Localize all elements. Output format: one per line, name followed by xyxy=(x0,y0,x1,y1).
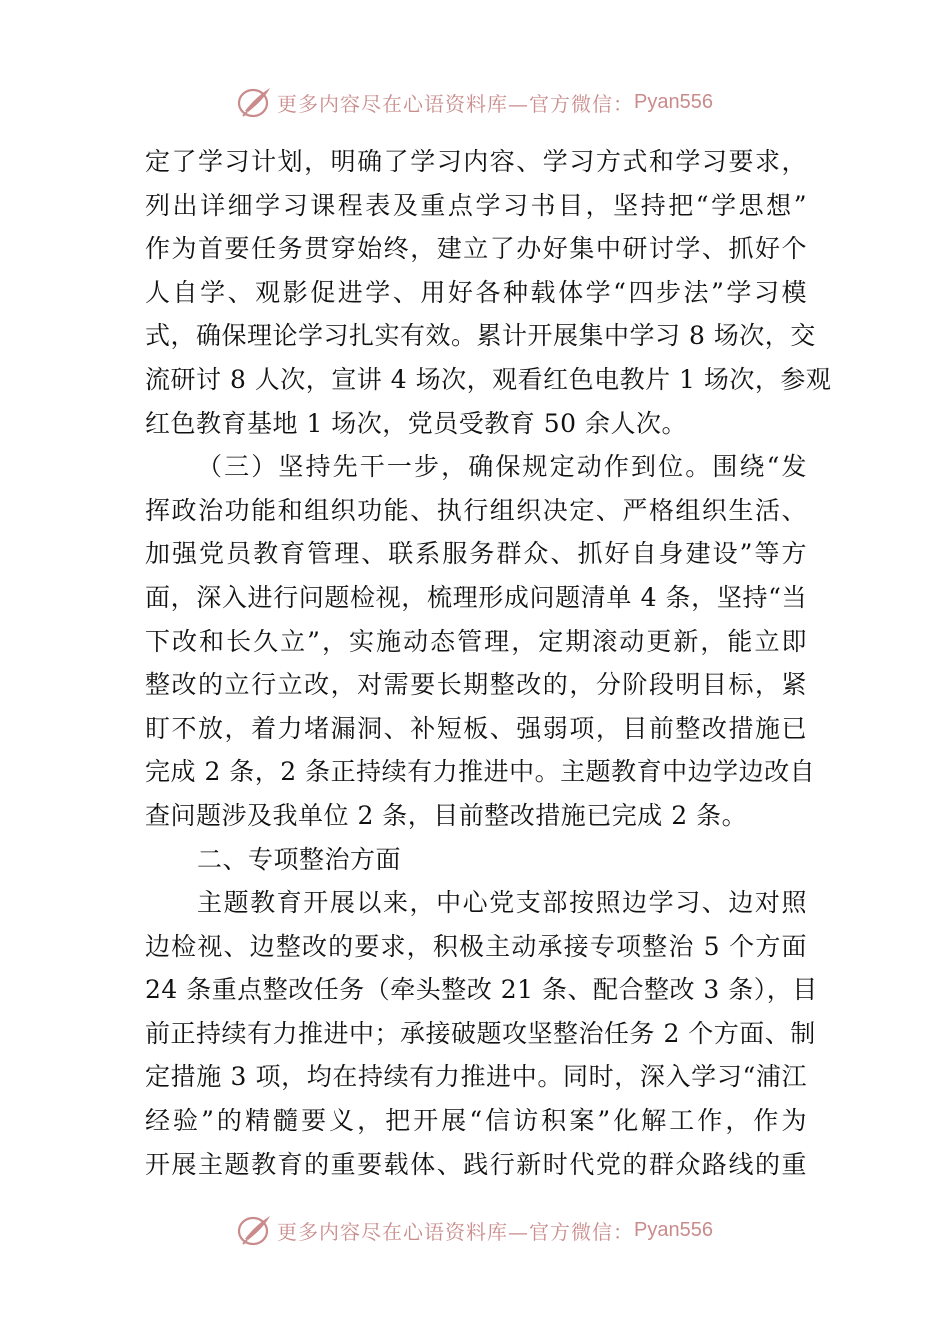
footer-watermark xyxy=(0,1210,950,1250)
text-line: 加强党员教育管理、联系服务群众、抓好自身建设”等方 xyxy=(145,539,807,569)
text-line: 开展主题教育的重要载体、践行新时代党的群众路线的重 xyxy=(145,1149,807,1179)
watermark-wechat-id: Pyan556 xyxy=(634,1218,713,1241)
text-line: 24 条重点整改任务（牵头整改 21 条、配合整改 3 条），目 xyxy=(145,975,818,1005)
text-line: （三）坚持先干一步，确保规定动作到位。围绕“发 xyxy=(197,452,807,482)
watermark-text: 更多内容尽在心语资料库—官方微信： xyxy=(277,91,635,116)
text-line: 定措施 3 项，均在持续有力推进中。同时，深入学习“浦江 xyxy=(145,1062,807,1092)
text-line: 作为首要任务贯穿始终，建立了办好集中研讨学、抓好个 xyxy=(145,234,807,264)
text-line: 二、专项整治方面 xyxy=(197,844,402,874)
text-line: 红色教育基地 1 场次，党员受教育 50 余人次。 xyxy=(145,408,688,438)
text-line: 主题教育开展以来，中心党支部按照边学习、边对照 xyxy=(197,888,807,918)
text-line: 前正持续有力推进中；承接破题攻坚整治任务 2 个方面、制 xyxy=(145,1018,816,1048)
header-watermark xyxy=(0,82,950,122)
watermark-text: 更多内容尽在心语资料库—官方微信： xyxy=(277,1219,635,1244)
text-line: 列出详细学习课程表及重点学习书目，坚持把“学思想” xyxy=(145,190,807,220)
text-line: 面，深入进行问题检视，梳理形成问题清单 4 条，坚持“当 xyxy=(145,582,807,612)
text-line: 下改和长久立”，实施动态管理，定期滚动更新，能立即 xyxy=(145,626,807,656)
text-line: 定了学习计划，明确了学习内容、学习方式和学习要求， xyxy=(145,147,807,176)
document-body xyxy=(145,140,832,1186)
quill-pen-logo-icon xyxy=(237,85,273,119)
text-line: 整改的立行立改，对需要长期整改的，分阶段明目标，紧 xyxy=(145,670,807,700)
text-line: 流研讨 8 人次，宣讲 4 场次，观看红色电教片 1 场次，参观 xyxy=(145,364,832,394)
text-line: 查问题涉及我单位 2 条，目前整改措施已完成 2 条。 xyxy=(145,800,748,830)
watermark-wechat-id: Pyan556 xyxy=(634,90,713,113)
text-line: 完成 2 条，2 条正持续有力推进中。主题教育中边学边改自 xyxy=(145,757,816,787)
text-line: 式，确保理论学习扎实有效。累计开展集中学习 8 场次，交 xyxy=(145,321,816,351)
text-line: 边检视、边整改的要求，积极主动承接专项整治 5 个方面 xyxy=(145,931,807,961)
quill-pen-logo-icon xyxy=(237,1213,273,1247)
text-line: 经验”的精髓要义，把开展“信访积案”化解工作，作为 xyxy=(145,1106,807,1136)
text-line: 盯不放，着力堵漏洞、补短板、强弱项，目前整改措施已 xyxy=(145,713,807,743)
text-line: 人自学、观影促进学、用好各种载体学“四步法”学习模 xyxy=(145,277,807,307)
text-line: 挥政治功能和组织功能、执行组织决定、严格组织生活、 xyxy=(145,495,807,525)
